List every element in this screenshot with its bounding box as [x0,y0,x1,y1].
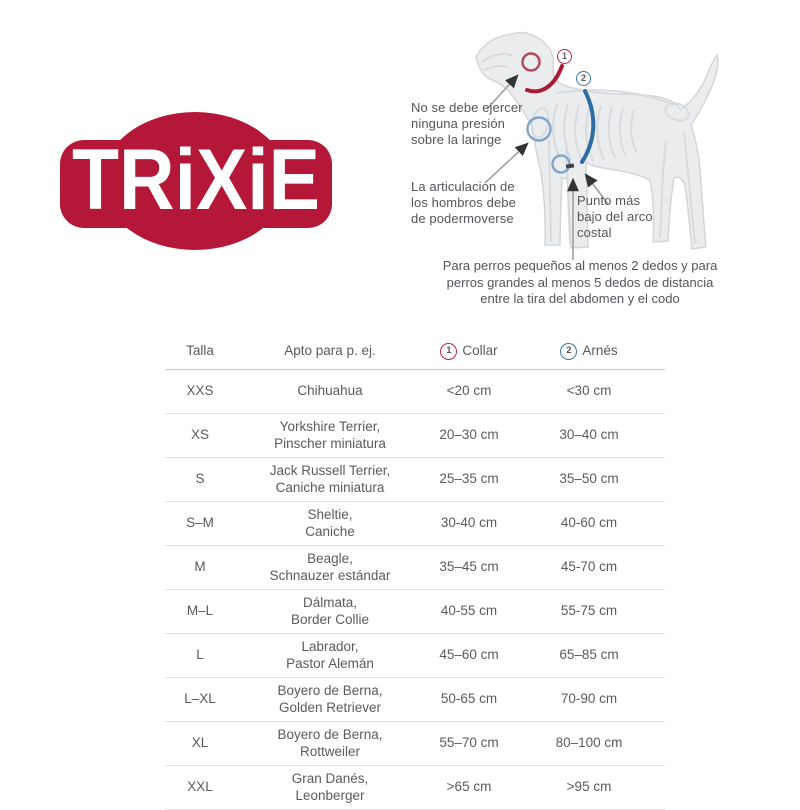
collar-value-cell: 20–30 cm [439,427,499,443]
size-table [165,333,665,810]
size-cell: L–XL [184,691,216,707]
breed-line: Caniche miniatura [275,479,385,495]
annotation-line: No se debe ejercer [411,100,523,115]
collar-value-cell: 25–35 cm [439,471,499,487]
annotation-line: entre la tira del abdomen y el codo [480,291,680,307]
breeds-cell [235,460,425,500]
table-row [165,634,665,678]
breed-line: Labrador, [301,638,359,654]
annotation-larynx [411,100,523,148]
breeds-cell [235,592,425,632]
harness-value-cell: 40-60 cm [560,515,618,531]
annotation-line: Punto más [577,193,641,208]
size-cell: XS [190,427,209,443]
size-cell: XL [191,735,209,751]
breed-line: Pastor Alemán [286,655,374,671]
table-row [165,590,665,634]
breeds-cell [235,504,425,544]
breed-line: Golden Retriever [278,699,382,715]
breeds-cell [235,724,425,764]
breed-line: Rottweiler [299,743,361,759]
harness-value-cell: 55-75 cm [560,603,618,619]
breed-line: Sheltie, [307,506,353,522]
size-table-rows [165,370,665,810]
breed-line: Pinscher miniatura [274,435,386,451]
harness-value-cell: 65–85 cm [559,647,619,663]
table-row [165,678,665,722]
collar-value-cell: 40-55 cm [440,603,498,619]
collar-value-cell: <20 cm [446,383,492,399]
collar-value-cell: 35–45 cm [439,559,499,575]
annotation-line: los hombros debe [411,195,516,211]
harness-value-cell: 30–40 cm [559,427,619,443]
breed-line: Dálmata, [302,594,358,610]
breed-line: Schnauzer estándar [269,567,391,583]
harness-value-cell: 80–100 cm [555,735,623,751]
breeds-cell [235,680,425,720]
table-row [165,722,665,766]
size-cell: L [196,647,204,663]
breed-line: Beagle, [307,550,353,566]
breeds-cell [235,548,425,588]
table-row [165,370,665,414]
annotation-line: perros grandes al menos 5 dedos de distancia [446,274,714,290]
harness-value-cell: 45-70 cm [560,559,618,575]
breed-line: Caniche [305,523,355,539]
table-row [165,502,665,546]
collar-value-cell: >65 cm [446,779,492,795]
breed-line: Jack Russell Terrier, [269,462,391,478]
size-cell: S [195,471,205,487]
annotation-ribcage [577,193,653,241]
breeds-cell [235,768,425,808]
size-cell: M–L [186,603,214,619]
breeds-cell [235,380,425,403]
size-cell: XXL [187,779,213,795]
size-cell: M [194,559,206,575]
collar-number-badge: 1 [557,49,572,64]
breed-line: Boyero de Berna, [277,682,383,698]
annotation-line: costal [577,225,612,241]
annotation-line: sobre la laringe [411,132,502,148]
harness-value-cell: <30 cm [566,383,612,399]
harness-value-cell: 70-90 cm [560,691,618,707]
header-size: Talla [186,342,214,358]
size-cell: S–M [186,515,214,531]
table-row [165,546,665,590]
breed-line: Boyero de Berna, [277,726,383,742]
table-row [165,458,665,502]
trixie-logo [58,110,334,252]
collar-value-cell: 30-40 cm [440,515,498,531]
harness-value-cell: >95 cm [566,779,612,795]
table-header-row [165,333,665,370]
harness-header-badge: 2 [560,343,577,360]
annotation-line: bajo del arco [577,209,653,225]
header-collar [425,340,513,363]
breeds-cell [235,416,425,456]
annotation-line: Para perros pequeños al menos 2 dedos y para [442,258,718,273]
harness-value-cell: 35–50 cm [559,471,619,487]
breeds-cell [235,636,425,676]
annotation-shoulder [411,179,516,227]
header-breeds: Apto para p. ej. [284,342,376,358]
annotation-line: ninguna presión [411,116,506,132]
table-row [165,766,665,810]
breed-line: Gran Danés, [291,770,369,786]
annotation-footnote [400,258,760,308]
harness-number-badge: 2 [576,71,591,86]
collar-value-cell: 45–60 cm [439,647,499,663]
collar-header-label: Collar [462,342,498,358]
collar-value-cell: 55–70 cm [439,735,499,751]
collar-value-cell: 50-65 cm [440,691,498,707]
table-row [165,414,665,458]
harness-header-label: Arnés [582,342,618,358]
collar-header-badge: 1 [440,343,457,360]
header-harness [513,340,665,363]
annotation-line: de podermoverse [411,211,514,227]
annotation-line: La articulación de [411,179,515,194]
breed-line: Border Collie [290,611,370,627]
breed-line: Yorkshire Terrier, [279,418,381,434]
size-cell: XXS [186,383,214,399]
breed-line: Leonberger [295,787,365,803]
breed-line: Chihuahua [297,383,363,399]
logo-text: TRiXiE [72,132,320,228]
